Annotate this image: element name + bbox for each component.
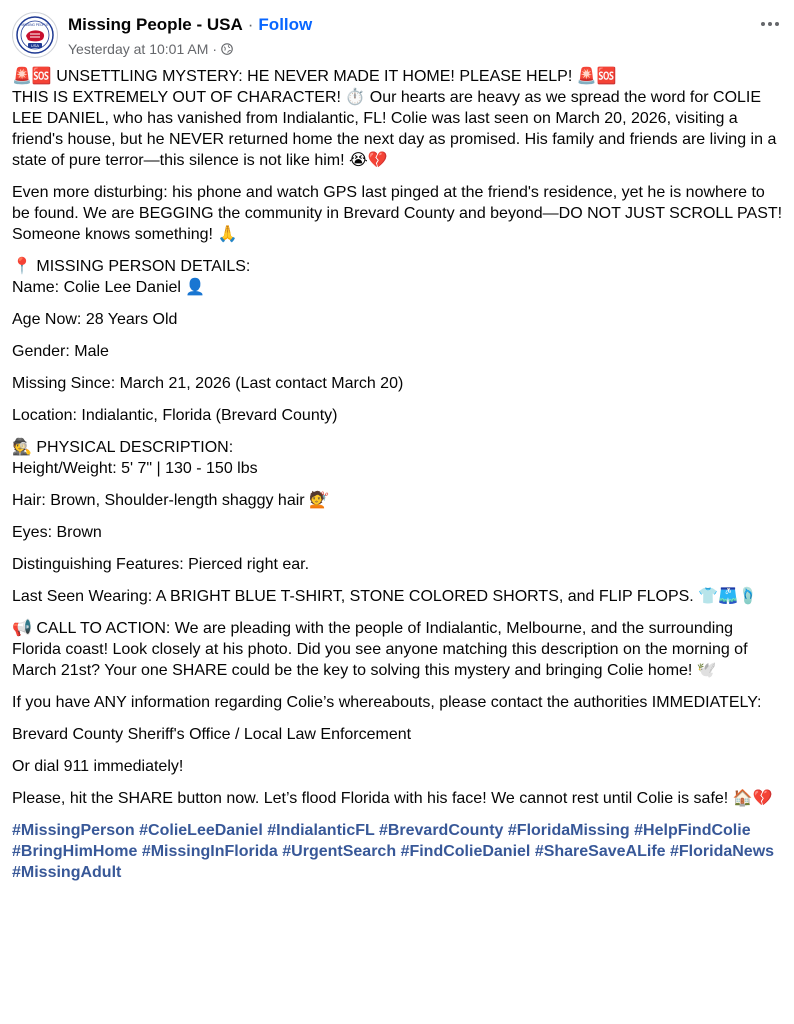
- post-body: [12, 66, 786, 883]
- globe-icon[interactable]: [221, 43, 233, 55]
- detail-wearing: Last Seen Wearing: A BRIGHT BLUE T-SHIRT, STONE COLORED SHORTS, and FLIP FLOPS. 👕🩳🩴: [12, 588, 758, 605]
- hashtag-link[interactable]: #ColieLeeDaniel: [139, 822, 263, 839]
- time-separator: ·: [212, 41, 218, 57]
- title-row: [68, 14, 312, 36]
- separator-dot: ·: [247, 15, 254, 34]
- follow-button[interactable]: Follow: [258, 15, 313, 34]
- call-to-action: 📢 CALL TO ACTION: We are pleading with the people of Indialantic, Melbourne, and the surrounding Florida coast! Look closely at his photo. Did you see anyone matching this description on the morning of March 21st? Your one SHARE could be the key to solving this mystery and bringing Colie home! 🕊️: [12, 620, 748, 679]
- detail-gender: Gender: Male: [12, 343, 109, 360]
- physical-heading: 🕵️ PHYSICAL DESCRIPTION:: [12, 439, 234, 456]
- post-disturbing: Even more disturbing: his phone and watch GPS last pinged at the friend's residence, yet he is nowhere to be found. We are BEGGING the community in Brevard County and beyond—DO NOT JUST SCROLL PAST! Someone knows something! 🙏: [12, 184, 783, 243]
- hashtag-link[interactable]: #FloridaNews: [670, 843, 775, 860]
- more-options-button[interactable]: [756, 10, 784, 38]
- post-intro: THIS IS EXTREMELY OUT OF CHARACTER! ⏱️ Our hearts are heavy as we spread the word for COLIE LEE DANIEL, who has vanished from Indialantic, FL! Colie was last seen on March 20, 2026, visiting a friend's house, but he NEVER returned home the next day as promised. His family and friends are living in a state of pure terror—this silence is not like him! 😭💔: [12, 89, 777, 169]
- hashtag-link[interactable]: #BrevardCounty: [378, 822, 504, 839]
- ellipsis-icon: [760, 21, 780, 27]
- timestamp-link[interactable]: Yesterday at 10:01 AM: [68, 41, 209, 57]
- detail-height-weight: Height/Weight: 5' 7" | 130 - 150 lbs: [12, 460, 258, 477]
- sheriff-office: Brevard County Sheriff's Office / Local Law Enforcement: [12, 726, 412, 743]
- post-meta: [68, 12, 312, 58]
- hashtag-link[interactable]: #BringHimHome: [12, 843, 138, 860]
- hashtag-list: [12, 820, 786, 883]
- detail-eyes: Eyes: Brown: [12, 524, 102, 541]
- detail-age: Age Now: 28 Years Old: [12, 311, 178, 328]
- detail-location: Location: Indialantic, Florida (Brevard County): [12, 407, 338, 424]
- details-heading: 📍 MISSING PERSON DETAILS:: [12, 258, 251, 275]
- svg-text:USA: USA: [30, 43, 40, 48]
- hashtag-link[interactable]: #ShareSaveALife: [534, 843, 666, 860]
- page-name-link[interactable]: Missing People - USA: [68, 15, 243, 34]
- timestamp-row: [68, 40, 312, 58]
- detail-hair: Hair: Brown, Shoulder-length shaggy hair 💇: [12, 492, 329, 509]
- share-plea: Please, hit the SHARE button now. Let’s flood Florida with his face! We cannot rest until Colie is safe! 🏠💔: [12, 790, 773, 807]
- hashtag-link[interactable]: #MissingAdult: [12, 864, 122, 881]
- dial-911: Or dial 911 immediately!: [12, 758, 184, 775]
- post-headline: 🚨🆘 UNSETTLING MYSTERY: HE NEVER MADE IT HOME! PLEASE HELP! 🚨🆘: [12, 68, 617, 85]
- contact-info: If you have ANY information regarding Colie’s whereabouts, please contact the authorities IMMEDIATELY:: [12, 694, 762, 711]
- hashtag-link[interactable]: #UrgentSearch: [282, 843, 397, 860]
- detail-name: Name: Colie Lee Daniel 👤: [12, 279, 206, 296]
- post-header: [12, 12, 782, 60]
- hashtag-link[interactable]: #HelpFindColie: [634, 822, 751, 839]
- detail-missing-since: Missing Since: March 21, 2026 (Last contact March 20): [12, 375, 404, 392]
- hashtag-link[interactable]: #FindColieDaniel: [400, 843, 531, 860]
- hashtag-link[interactable]: #IndialanticFL: [267, 822, 375, 839]
- hashtag-link[interactable]: #FloridaMissing: [507, 822, 630, 839]
- hashtag-link[interactable]: #MissingPerson: [12, 822, 135, 839]
- hashtag-link[interactable]: #MissingInFlorida: [141, 843, 278, 860]
- page-avatar[interactable]: [12, 12, 58, 58]
- detail-features: Distinguishing Features: Pierced right ear.: [12, 556, 310, 573]
- svg-text:MISSING PEOPLE: MISSING PEOPLE: [21, 23, 49, 27]
- missing-people-logo-icon: [15, 15, 55, 55]
